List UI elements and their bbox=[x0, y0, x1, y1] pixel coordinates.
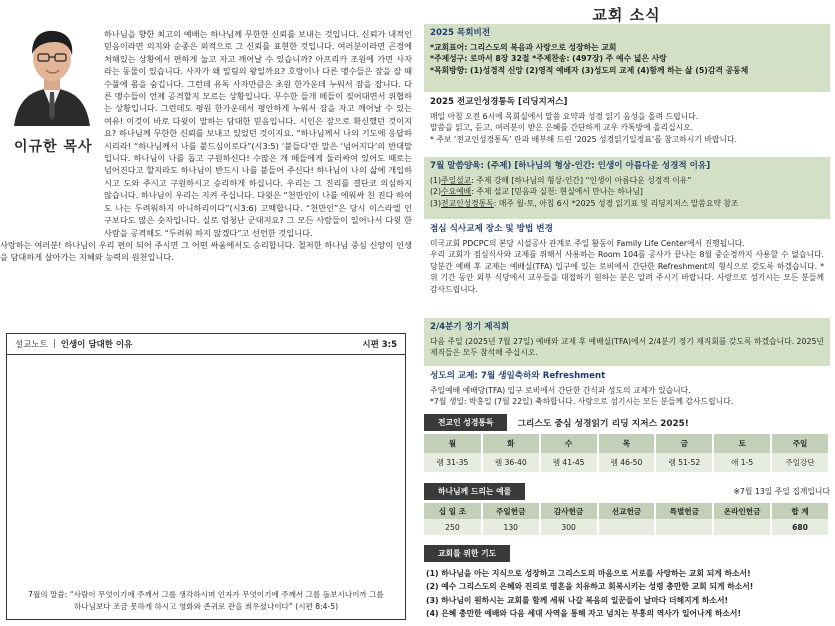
birthday-heading: 성도의 교제: 7월 생일축하와 Refreshment bbox=[430, 371, 606, 381]
offering-header: 선교헌금 bbox=[598, 503, 656, 519]
vision-section bbox=[424, 24, 830, 92]
reading-cell: 애 1-5 bbox=[713, 453, 771, 472]
birthday-line: 주일예배 예배당(TFA) 입구 로비에서 간단한 간식과 성도의 교제가 있습니다. bbox=[430, 385, 691, 395]
reading-calendar bbox=[424, 414, 830, 472]
sermon-note-box[interactable] bbox=[6, 333, 406, 620]
council-line: 다음 주일 (2025년 7월 27일) 예배와 교제 후 예배실(TFA)에서 2/4분기 정기 제직회를 갖도록 하겠습니다. 2025년 제직들은 모두 참석해 주십시오. bbox=[430, 336, 824, 358]
july-teaching-section bbox=[424, 157, 830, 219]
offering-cell: 130 bbox=[482, 519, 540, 535]
council-section bbox=[424, 318, 830, 366]
reading-calendar-label: 전교인 성경통독 bbox=[424, 414, 507, 431]
offering-table bbox=[424, 503, 830, 535]
memory-verse: 7월의 말씀: “사람이 무엇이기에 주께서 그를 생각하시며 인자가 무엇이기에 주께서 그를 돌보시나이까 그를 하나님보다 조금 못하게 하시고 영화와 존귀로 관을 씌우셨나이다” (시편 8:4-5) bbox=[28, 590, 384, 611]
day-header: 토 bbox=[713, 434, 771, 453]
offering-total: 680 bbox=[771, 519, 829, 535]
reading-cell: 주일강단 bbox=[771, 453, 829, 472]
offering-header: 온라인헌금 bbox=[713, 503, 771, 519]
council-heading: 2/4분기 정기 제직회 bbox=[430, 322, 510, 332]
lunch-section bbox=[424, 224, 830, 296]
sermon-note-label: 설교노트 bbox=[15, 340, 48, 350]
birthday-section bbox=[424, 371, 830, 408]
vision-line: *목회방향: (1)성경적 신앙 (2)영적 예배자 (3)성도의 교제 (4)함께 하는 삶 (5)감격 공동체 bbox=[430, 65, 749, 75]
july-line: (2)수요예배: 주제 설교 [믿음과 실천: 현실에서 만나는 하나님] bbox=[430, 187, 643, 197]
reading-heading: 2025 전교인성경통독 [리딩지저스] bbox=[430, 97, 568, 107]
offering-header: 특별헌금 bbox=[655, 503, 713, 519]
day-header: 화 bbox=[482, 434, 540, 453]
reading-line: 말씀을 읽고, 듣고, 여러분이 받은 은혜를 간단하게 교우 카톡방에 올리십시오. bbox=[430, 123, 694, 133]
news-title: 교회 소식 bbox=[592, 6, 661, 24]
prayer-item: (1) 하나님을 아는 지식으로 성장하고 그리스도의 마음으로 서로를 사랑하는 교회 되게 하소서! bbox=[426, 569, 751, 578]
church-news-column bbox=[418, 0, 835, 626]
reading-cell: 렘 51-52 bbox=[655, 453, 713, 472]
separator: | bbox=[52, 339, 56, 349]
reading-calendar-title: 그리스도 중심 성경읽기 리딩 지저스 2025! bbox=[517, 419, 689, 429]
prayer-item: (4) 은혜 충만한 예배와 다음 세대 사역을 통해 자고 넘치는 부흥의 역사가 일어나게 하소서! bbox=[426, 609, 742, 619]
reading-section bbox=[424, 97, 830, 145]
reading-line: * 주보 ‘전교인성경통독’ 란과 배부해 드린 ‘2025 성경읽기일정표’를 참고하시기 바랍니다. bbox=[430, 134, 737, 144]
birthday-line: *7월 생일: 박홍일 (7월 22일) 축하합니다. 사랑으로 섬기시는 모든 분들께 감사드립니다. bbox=[430, 397, 734, 407]
prayer-section bbox=[424, 541, 830, 621]
vision-line: *주제성구: 로마서 8장 32절 *주제찬송: (497장) 주 예수 넓은 사랑 bbox=[430, 54, 667, 64]
july-line: (1)주일설교: 주제 강해 [하나님의 형상-인간] “인생이 아름다운 성경적 이유” bbox=[430, 175, 692, 185]
day-header: 주일 bbox=[771, 434, 829, 453]
sermon-reference: 시편 3:5 bbox=[362, 340, 397, 350]
day-header: 수 bbox=[540, 434, 598, 453]
sermon-title: 인생이 담대한 이유 bbox=[60, 340, 133, 350]
july-heading: 7월 말씀양육: (주제) [하나님의 형상-인간: 인생이 아름다운 성경적 이유] bbox=[430, 161, 711, 171]
lunch-line: 우리 교회가 점심식사와 교제를 위해서 사용하는 Room 104를 공사가 끝나는 8월 중순경까지 사용할 수 없습니다. 당분간 예배 후 교제는 예배실(TFA) 입구에 있는 로비에서 간단한 Refreshment의 형식으로 갖도록 하겠습니다. *위 기간 동안 외부 식당에서 교우들을 대접하기 원하는 분은 알려 주시기 바랍니다. 사랑으로 섬기시는 모든 분들께 감사드립니다. bbox=[430, 250, 824, 294]
lunch-heading: 점심 식사교제 장소 및 방법 변경 bbox=[430, 224, 553, 234]
prayer-item: (2) 예수 그리스도의 은혜와 진리로 영혼을 치유하고 회복시키는 성령 충만한 교회 되게 하소서! bbox=[426, 582, 754, 592]
offering-section bbox=[424, 483, 830, 535]
reading-cell: 렘 46-50 bbox=[598, 453, 656, 472]
vision-heading: 2025 목회비전 bbox=[430, 28, 491, 38]
offering-note: ※7월 13일 주일 집계입니다 bbox=[733, 487, 830, 496]
offering-cell bbox=[598, 519, 656, 535]
pastor-message bbox=[0, 28, 412, 264]
lunch-line: 미국교회 PDCPC의 본당 시설공사 관계로 주일 활동이 Family Life Center에서 진행됩니다. bbox=[430, 238, 745, 248]
july-line: (3)전교인성경통독: 매주 월-토, 아침 6시 *2025 성경 읽기표 및 리딩지저스 말씀요약 참조 bbox=[430, 198, 739, 208]
message-paragraph: 사랑하는 여러분! 하나님이 우리 편이 되어 주시면 그 어떤 싸움에서도 승리합니다. 철저한 하나님 중심 신앙이 인생을 담대하게 살아가는 지혜와 능력의 원천입니다. bbox=[0, 239, 412, 263]
reading-cell: 렘 36-40 bbox=[482, 453, 540, 472]
prayer-label: 교회를 위한 기도 bbox=[424, 545, 510, 562]
offering-header: 감사헌금 bbox=[540, 503, 598, 519]
offering-label: 하나님께 드리는 예물 bbox=[424, 483, 525, 500]
reading-cell: 렘 31-35 bbox=[424, 453, 482, 472]
offering-cell bbox=[713, 519, 771, 535]
reading-cell: 렘 41-45 bbox=[540, 453, 598, 472]
offering-header: 합 계 bbox=[771, 503, 829, 519]
offering-cell bbox=[655, 519, 713, 535]
offering-cell: 300 bbox=[540, 519, 598, 535]
day-header: 월 bbox=[424, 434, 482, 453]
message-paragraph: 하나님을 향한 최고의 예배는 하나님께 무한한 신뢰를 보내는 것입니다. 신뢰가 내적인 믿음이라면 의지와 순종은 외적으로 그 신뢰를 표현한 것입니다. 여러분이라면 곤경에 처해있는 상황에서 편하게 눕고 자고 깨어날 수 있습니까? 아프리카 조원에 가면 사자라는 동물이 있습니다. 사자가 왜 밀림의 왕일까요? 호랑이나 다른 맹수들은 잠을 잘 때 수풀에 몸을 숨깁니다. 그런데 유독 사자만큼은 초원 한가운데 누워서 잠을 잡니다. 다른 맹수들이 언제 공격할지 모르는 상황입니다. 무수한 들개 떼들이 짖어대면서 위협하는 상황입니다. 그런데도 평원 한가운데서 평안하게 누워서 잠을 자고 깨어날 수 있는 여유! 이것이 바로 다윗이 말하는 담대한 믿음입니다. 시인은 잠으로 확신했던 것이지요? 하나님께 무한한 신뢰를 보내고 있었던 것이지요. “하나님께서 나의 기도에 응답하시리라! “하나님께서 나를 붙드심이로다”(시3:5) ‘붙들다’란 말은 ‘넘어지다’의 반대말입니다. 하나님이 나를 돕고 구원하신다! 수많은 개 떼들에게 둘러싸여 있어도 때로는 넘어진다고 할지라도 하나님이 반드시 나를 붙들어 주신다! 하나님이 나의 삶에 개입하시고 도와 주시고 구원하시고 승리하게 하십니다. 우리는 그 진리를 결단코 의심하지 않습니다. 하나님이 우리는 지켜 주십니다. 다윗은 “천만인이 나를 에워싸 친 진다 하여도 나는 두려워하지 아니하리이다”(시3:6) 고백합니다. “천만인”은 당시 이스라엘 인구보다도 많은 숫자입니다. 실로 엄청난 군대지요? 그 모든 사람들이 일어나서 다윗 한 사람을 공격해도 “두려워 하지 않겠다”고 선언한 것입니다. bbox=[104, 29, 412, 238]
reading-table bbox=[424, 434, 830, 472]
offering-cell: 250 bbox=[424, 519, 482, 535]
reading-line: 매일 아침 오전 6시에 목회실에서 말씀 요약과 성경 읽기 음성을 올려 드립니다. bbox=[430, 111, 699, 121]
prayer-item: (3) 하나님이 원하시는 교회를 함께 세워 나갈 복음의 일꾼들이 날마다 더해지게 하소서! bbox=[426, 595, 729, 605]
offering-header: 십 일 조 bbox=[424, 503, 482, 519]
pastor-column bbox=[0, 0, 412, 626]
day-header: 목 bbox=[598, 434, 656, 453]
sermon-note-header bbox=[7, 334, 405, 355]
day-header: 금 bbox=[655, 434, 713, 453]
offering-header: 주일헌금 bbox=[482, 503, 540, 519]
pastor-name: 이규한 목사 bbox=[14, 139, 93, 155]
vision-line: *교회표어: 그리스도의 복음과 사랑으로 성장하는 교회 bbox=[430, 42, 617, 52]
